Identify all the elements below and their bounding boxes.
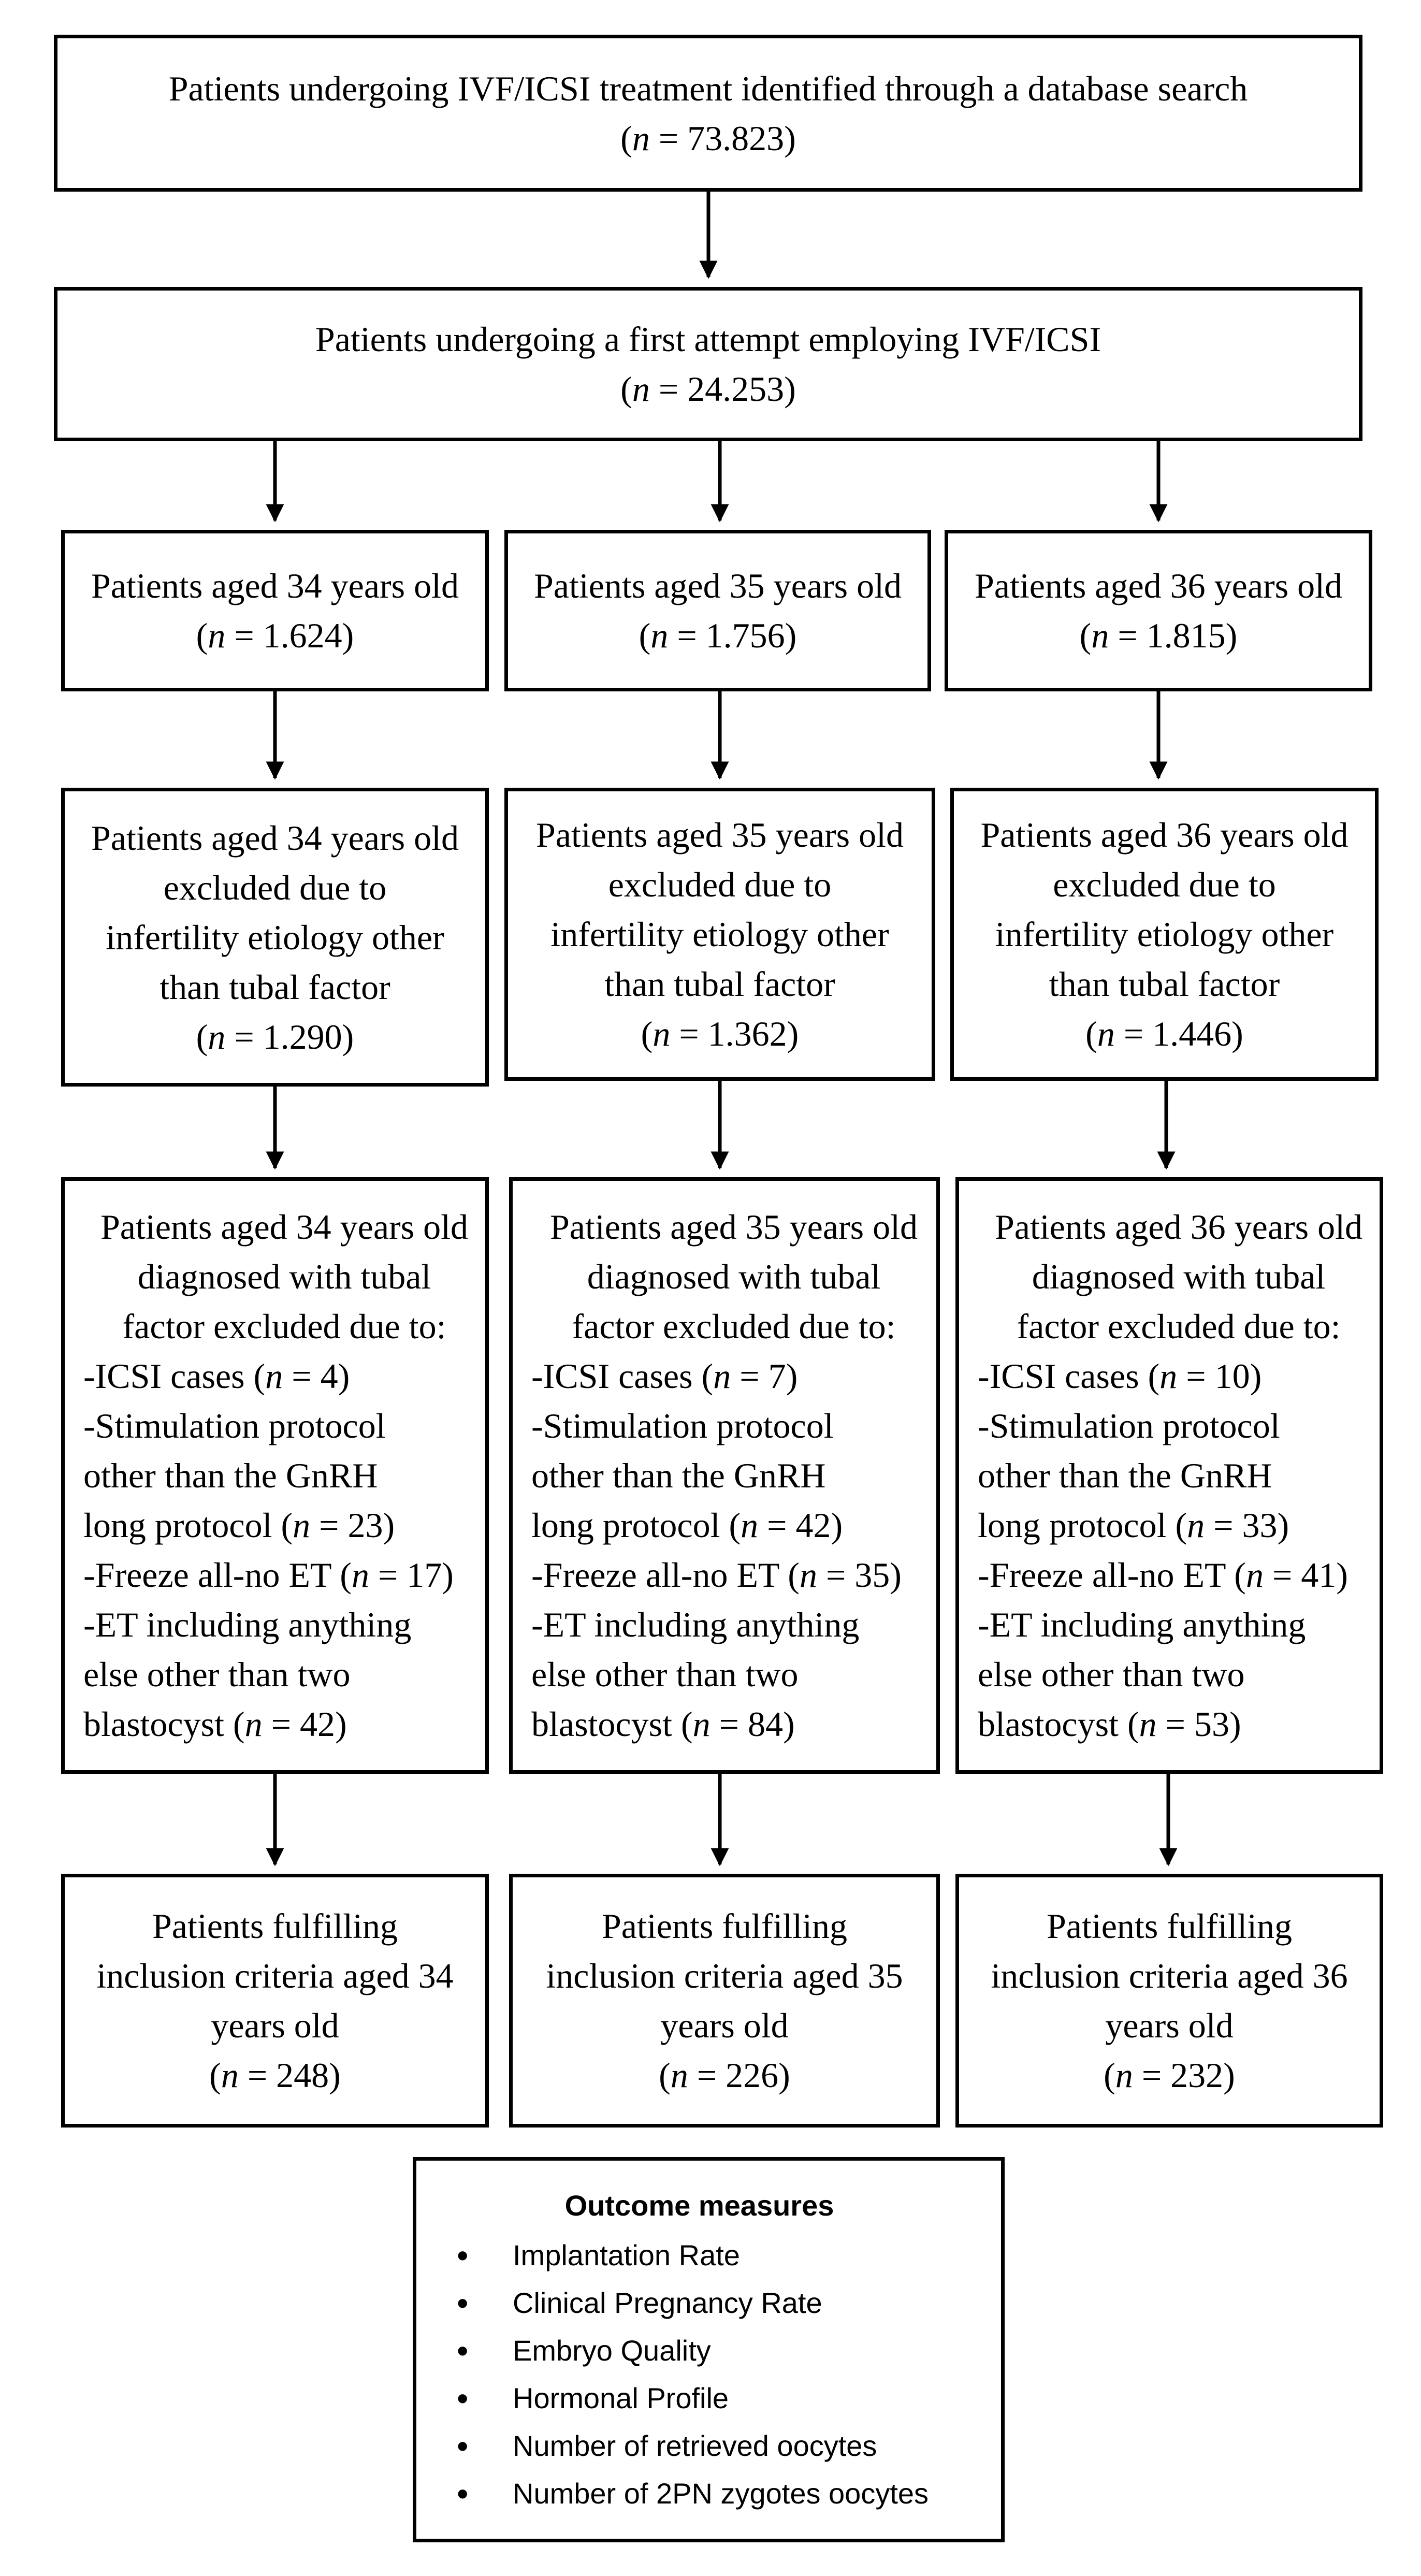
- icsi-cases-36-count: = 10): [1177, 1356, 1262, 1396]
- age-36-text: Patients aged 36 years old: [974, 566, 1343, 605]
- etiology-excluded-35-count: = 1.362): [670, 1014, 799, 1053]
- list-item: • Hormonal Profile: [435, 2375, 929, 2422]
- icsi-cases-35-count: = 7): [731, 1356, 798, 1396]
- freeze-all-35-count: = 35): [817, 1555, 902, 1595]
- outcome-measures-box: [413, 2157, 1005, 2542]
- freeze-all-34-count: = 17): [369, 1555, 454, 1595]
- freeze-all-36-count: = 41): [1263, 1555, 1348, 1595]
- age-35-text: Patients aged 35 years old: [533, 566, 902, 605]
- list-item: • Embryo Quality: [435, 2327, 929, 2375]
- etiology-excluded-36-box: Patients aged 36 years old excluded due to infertility etiology other than tubal factor (n = 1.446): [950, 788, 1379, 1081]
- inclusion-35-box: Patients fulfilling inclusion criteria aged 35 years old (n = 226): [509, 1874, 940, 2128]
- stimulation-35-count: = 42): [758, 1506, 843, 1545]
- n-label: n: [632, 369, 650, 409]
- etiology-excluded-36-count: = 1.446): [1114, 1014, 1243, 1053]
- inclusion-36-box: Patients fulfilling inclusion criteria aged 36 years old (n = 232): [955, 1874, 1383, 2128]
- tubal-excluded-34-box: Patients aged 34 years old diagnosed with tubal factor excluded due to: -ICSI cases (n = 4) -Stimulation protocol other than the GnRH long protocol (n = 23) -Freeze all-no ET (n = 17) -ET including anything else other than two blastocyst (n = 42): [61, 1177, 489, 1774]
- age-36-box: Patients aged 36 years old (n = 1.815): [945, 530, 1372, 691]
- age-35-box: Patients aged 35 years old (n = 1.756): [504, 530, 931, 691]
- et-other-36-count: = 53): [1156, 1704, 1241, 1744]
- icsi-cases-34-count: = 4): [283, 1356, 350, 1396]
- stimulation-34-count: = 23): [310, 1506, 395, 1545]
- tubal-excluded-36-box: Patients aged 36 years old diagnosed with tubal factor excluded due to: -ICSI cases (n = 10) -Stimulation protocol other than the GnRH long protocol (n = 33) -Freeze all-no ET (n = 41) -ET including anything else other than two blastocyst (n = 53): [955, 1177, 1383, 1774]
- first-attempt-box: Patients undergoing a first attempt employing IVF/ICSI (n = 24.253): [54, 287, 1362, 441]
- database-search-text: Patients undergoing IVF/ICSI treatment identified through a database search: [168, 68, 1248, 108]
- etiology-excluded-34-box: Patients aged 34 years old excluded due to infertility etiology other than tubal factor (n = 1.290): [61, 788, 489, 1087]
- etiology-excluded-34-count: = 1.290): [225, 1017, 354, 1057]
- inclusion-34-box: Patients fulfilling inclusion criteria aged 34 years old (n = 248): [61, 1874, 489, 2128]
- list-item: • Implantation Rate: [435, 2232, 929, 2279]
- age-34-box: Patients aged 34 years old (n = 1.624): [61, 530, 489, 691]
- age-36-count: = 1.815): [1109, 616, 1238, 655]
- inclusion-34-count: = 248): [238, 2056, 341, 2095]
- et-other-35-count: = 84): [710, 1704, 795, 1744]
- database-search-box: Patients undergoing IVF/ICSI treatment identified through a database search (n = 73.823): [54, 35, 1362, 192]
- age-34-text: Patients aged 34 years old: [91, 566, 459, 605]
- database-search-count: = 73.823): [649, 118, 796, 158]
- list-item: • Number of retrieved oocytes: [435, 2422, 929, 2470]
- et-other-34-count: = 42): [262, 1704, 347, 1744]
- etiology-excluded-35-box: Patients aged 35 years old excluded due to infertility etiology other than tubal factor (n = 1.362): [504, 788, 935, 1081]
- outcome-measures-title: Outcome measures: [564, 2189, 834, 2222]
- age-35-count: = 1.756): [668, 616, 797, 655]
- inclusion-36-count: = 232): [1133, 2056, 1235, 2095]
- n-label: n: [632, 118, 650, 158]
- inclusion-35-count: = 226): [688, 2056, 790, 2095]
- stimulation-36-count: = 33): [1205, 1506, 1289, 1545]
- first-attempt-text: Patients undergoing a first attempt employing IVF/ICSI: [315, 320, 1101, 359]
- list-item: • Number of 2PN zygotes oocytes: [435, 2470, 929, 2517]
- outcome-measures-list: [435, 2232, 929, 2517]
- age-34-count: = 1.624): [225, 616, 354, 655]
- tubal-excluded-35-box: Patients aged 35 years old diagnosed with tubal factor excluded due to: -ICSI cases (n = 7) -Stimulation protocol other than the GnRH long protocol (n = 42) -Freeze all-no ET (n = 35) -ET including anything else other than two blastocyst (n = 84): [509, 1177, 940, 1774]
- first-attempt-count: = 24.253): [649, 369, 796, 409]
- list-item: • Clinical Pregnancy Rate: [435, 2279, 929, 2327]
